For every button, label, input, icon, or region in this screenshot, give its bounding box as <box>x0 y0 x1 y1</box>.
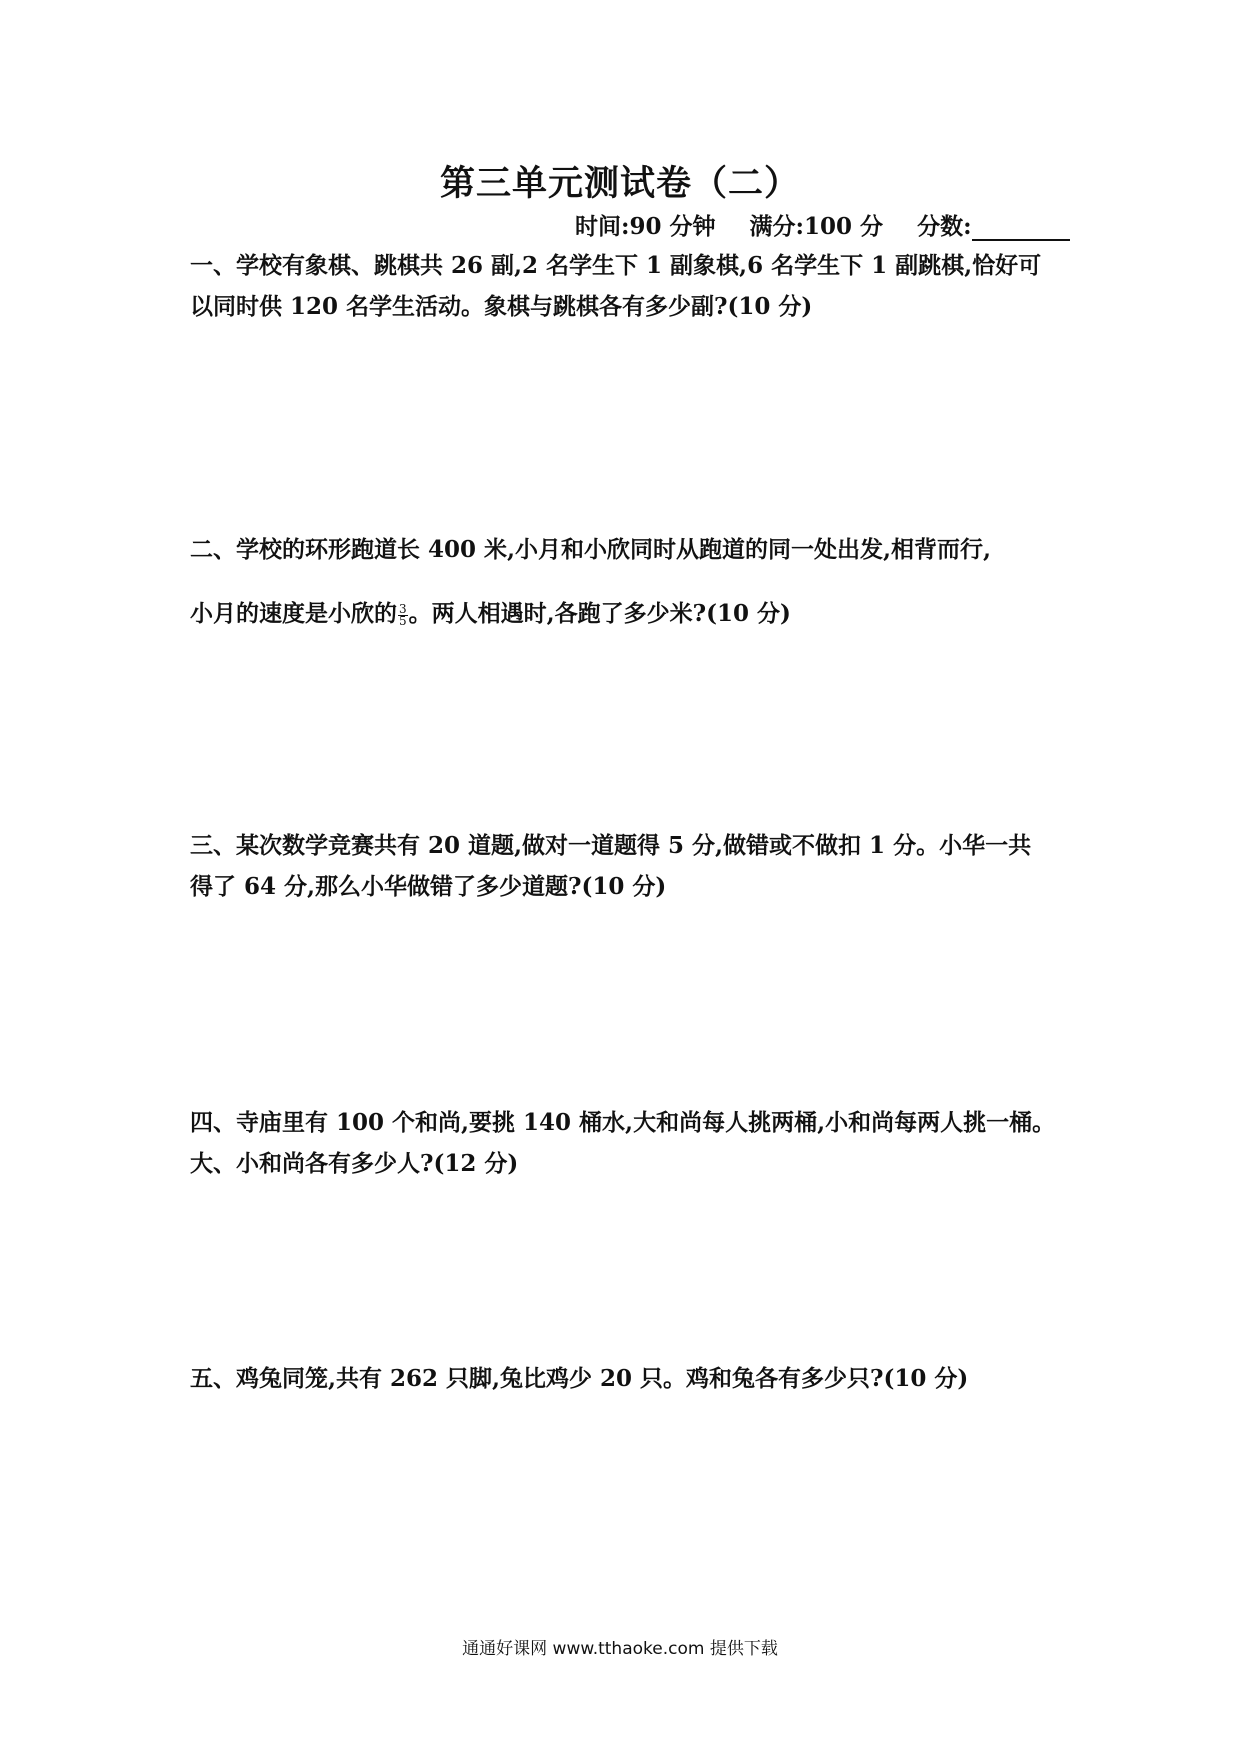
question-2-text-before: 小月的速度是小欣的 <box>190 600 397 627</box>
question-3-line-1: 三、某次数学竞赛共有 20 道题,做对一道题得 5 分,做错或不做扣 1 分。小华一共 <box>190 832 1032 859</box>
question-2-line-2 <box>190 582 1070 646</box>
question-1 <box>190 245 1070 327</box>
score-label: 分数: <box>917 213 972 240</box>
question-4-line-2: 大、小和尚各有多少人?(12 分) <box>190 1150 519 1177</box>
question-2 <box>190 518 1070 646</box>
fraction-numerator: 3 <box>399 601 407 616</box>
question-3-line-2: 得了 64 分,那么小华做错了多少道题?(10 分) <box>190 873 667 900</box>
question-1-line-1: 一、学校有象棋、跳棋共 26 副,2 名学生下 1 副象棋,6 名学生下 1 副跳棋,恰好可 <box>190 252 1042 279</box>
footer-source: 通通好课网 www.tthaoke.com 提供下载 <box>462 1639 778 1659</box>
question-1-line-2: 以同时供 120 名学生活动。象棋与跳棋各有多少副?(10 分) <box>190 293 813 320</box>
fraction-denominator: 5 <box>399 613 407 628</box>
question-5-line-1: 五、鸡兔同笼,共有 262 只脚,兔比鸡少 20 只。鸡和兔各有多少只?(10 分) <box>190 1365 969 1392</box>
question-3 <box>190 825 1070 907</box>
fraction <box>398 601 408 628</box>
question-2-text-after: 。两人相遇时,各跑了多少米?(10 分) <box>408 600 791 627</box>
question-4 <box>190 1102 1070 1184</box>
question-5 <box>190 1358 1070 1399</box>
page-title: 第三单元测试卷（二） <box>439 163 800 204</box>
time-limit: 时间:90 分钟 <box>575 213 716 240</box>
exam-meta <box>575 208 1096 241</box>
question-2-line-1: 二、学校的环形跑道长 400 米,小月和小欣同时从跑道的同一处出发,相背而行, <box>190 536 992 563</box>
full-score: 满分:100 分 <box>749 213 884 240</box>
question-4-line-1: 四、寺庙里有 100 个和尚,要挑 140 桶水,大和尚每人挑两桶,小和尚每两人挑一桶。 <box>190 1109 1056 1136</box>
score-blank[interactable] <box>972 217 1070 241</box>
